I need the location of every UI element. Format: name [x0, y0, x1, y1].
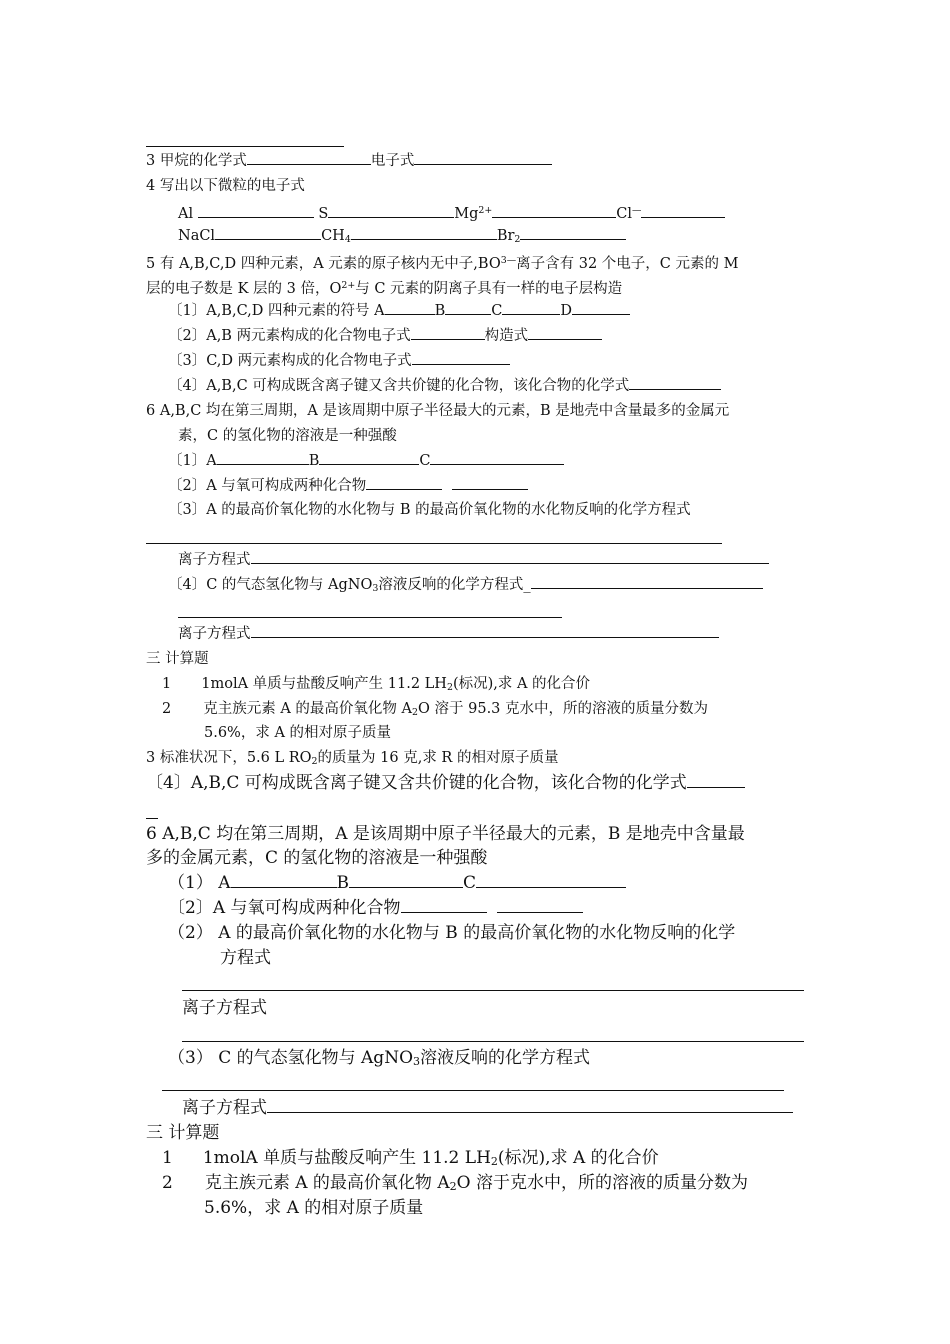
- q5-sub-text: 〔2〕A,B 两元素构成的化合物电子式: [168, 328, 411, 344]
- q5-number: 5: [146, 256, 156, 273]
- answer-blank[interactable]: [215, 238, 321, 240]
- answer-line[interactable]: [146, 543, 722, 544]
- q6-sub2: [168, 476, 528, 496]
- answer-blank[interactable]: [247, 163, 371, 165]
- answer-blank[interactable]: [198, 216, 314, 218]
- big-text: （1） A: [168, 873, 231, 893]
- q6-sub4: [168, 575, 763, 599]
- q5-sub-text: B: [434, 303, 446, 319]
- answer-blank[interactable]: [497, 911, 583, 913]
- answer-blank[interactable]: [328, 216, 454, 218]
- answer-blank[interactable]: [251, 562, 769, 564]
- calc-2b: [204, 723, 391, 743]
- q3-number: 3: [146, 153, 156, 169]
- calc-number: 1: [162, 676, 172, 692]
- ion-label: 离子方程式: [178, 552, 251, 568]
- q6-sub3: [168, 500, 691, 520]
- particle-label: CH: [321, 228, 345, 244]
- q5-sub1: [168, 301, 630, 321]
- calc-text: 5.6%，求 A 的相对原子质量: [204, 1198, 424, 1218]
- big-text: 〔4〕A,B,C 可构成既含离子键又含共价键的化合物，该化合物的化学式: [146, 773, 687, 793]
- q5-sub2: [168, 326, 602, 346]
- q5-text: 层的电子数是 K 层的 3 倍，O: [146, 281, 342, 298]
- answer-blank[interactable]: [385, 313, 435, 315]
- answer-line[interactable]: [162, 1090, 784, 1091]
- answer-blank[interactable]: [430, 463, 564, 465]
- q5-sub-text: C: [491, 303, 503, 319]
- calc-text: 3 标准状况下，5.6 L RO: [146, 750, 312, 766]
- big-sub3: [168, 921, 735, 945]
- big-calc-2b: [204, 1196, 423, 1220]
- big-text: B: [336, 873, 349, 893]
- answer-blank[interactable]: [452, 488, 528, 490]
- q5-text: 离子含有 32 个电子，C 元素的 M: [516, 256, 739, 273]
- q6-ion2: [178, 624, 719, 644]
- q5-sub4: [168, 376, 721, 396]
- q3-label: 电子式: [370, 153, 415, 169]
- big-calc-1: [162, 1146, 659, 1174]
- calc-text: 克主族元素 A 的最高价氧化物 A: [204, 1173, 450, 1193]
- big-q6-line2: [146, 846, 487, 870]
- answer-blank[interactable]: [251, 636, 719, 638]
- q5-sub-text: 构造式: [484, 328, 529, 344]
- charge-sup: —: [632, 205, 642, 216]
- calc-text: O 溶于 95.3 克水中，所的溶液的质量分数为: [418, 701, 709, 717]
- q5-line1: [146, 251, 738, 274]
- calc-text: 克主族元素 A 的最高价氧化物 A: [203, 701, 413, 717]
- answer-blank[interactable]: [366, 488, 442, 490]
- particle-label: Mg: [454, 206, 479, 223]
- answer-line[interactable]: [146, 818, 158, 819]
- calc-3: [146, 748, 558, 772]
- answer-blank[interactable]: [687, 786, 745, 788]
- answer-line[interactable]: [182, 1041, 804, 1042]
- q4-row2: [178, 226, 626, 250]
- big-text: （2） A 的最高价氧化物的水化物与 B 的最高价氧化物的水化物反响的化学: [168, 923, 736, 943]
- answer-blank[interactable]: [267, 1111, 793, 1113]
- sub: 2: [449, 1180, 457, 1194]
- big-sub1: [168, 871, 626, 895]
- big-calc-2: [162, 1171, 748, 1199]
- calc-title-text: 三 计算题: [146, 1123, 220, 1143]
- big-ion2: [182, 1096, 793, 1120]
- answer-blank[interactable]: [231, 886, 337, 888]
- q6-sub-text: 溶液反响的化学方程式_: [378, 577, 531, 593]
- q6-sub-text: 〔4〕C 的气态氢化物与 AgNO: [168, 577, 373, 593]
- ion-label: 离子方程式: [178, 626, 251, 642]
- q4-row1: [178, 201, 725, 224]
- answer-blank[interactable]: [572, 313, 630, 315]
- q6-sub-text: 〔3〕A 的最高价氧化物的水化物与 B 的最高价氧化物的水化物反响的化学方程式: [168, 502, 691, 518]
- big-calc-title: [146, 1121, 219, 1145]
- sub: 2: [412, 706, 419, 718]
- calc-number: 1: [162, 1148, 173, 1168]
- sub: 3: [372, 582, 379, 594]
- answer-blank[interactable]: [502, 313, 560, 315]
- big-text: 6 A,B,C 均在第三周期，A 是该周期中原子半径最大的元素，B 是地壳中含量最: [146, 824, 745, 844]
- calc-number: 2: [162, 701, 172, 717]
- answer-blank[interactable]: [412, 363, 510, 365]
- q6-line1: [146, 401, 729, 421]
- charge-sup: 3—: [500, 255, 517, 266]
- calc-text: 1molA 单质与盐酸反响产生 11.2 LH: [202, 1148, 491, 1168]
- particle-label: Br: [496, 228, 515, 244]
- charge-sup: 2+: [341, 280, 356, 291]
- sub: 4: [344, 233, 351, 245]
- big-sub4b: [168, 1046, 590, 1074]
- q5-sub-text: D: [560, 303, 572, 319]
- q5-sub3: [168, 351, 510, 371]
- big-text: （3） C 的气态氢化物与 AgNO: [168, 1048, 414, 1068]
- q5-text: 有 A,B,C,D 四种元素，A 元素的原子核内无中子,BO: [159, 256, 501, 273]
- answer-blank[interactable]: [528, 338, 602, 340]
- q3-text: 甲烷的化学式: [159, 153, 247, 169]
- q6-sub1: [168, 451, 564, 471]
- particle-label: NaCl: [178, 228, 216, 244]
- sub: 3: [413, 1055, 421, 1069]
- answer-blank[interactable]: [629, 388, 721, 390]
- charge-sup: 2+: [478, 205, 493, 216]
- q6-number: 6: [146, 403, 156, 419]
- answer-blank[interactable]: [641, 216, 725, 218]
- q6-line2: [178, 426, 397, 446]
- answer-blank[interactable]: [476, 886, 626, 888]
- calc-text: (标况),求 A 的化合价: [497, 1148, 659, 1168]
- big-text: 多的金属元素，C 的氢化物的溶液是一种强酸: [146, 848, 488, 868]
- q5-text: 与 C 元素的阴离子具有一样的电子层构造: [355, 281, 623, 298]
- answer-blank[interactable]: [319, 463, 419, 465]
- calc-2: [162, 699, 708, 723]
- big-text: C: [463, 873, 477, 893]
- q6-sub-text: C: [419, 453, 431, 469]
- q5-sub-text: 〔4〕A,B,C 可构成既含离子键又含共价键的化合物，该化合物的化学式: [168, 378, 630, 394]
- q6-ion: [178, 550, 769, 570]
- answer-blank[interactable]: [531, 587, 763, 589]
- big-text: 〔2〕A 与氧可构成两种化合物: [168, 898, 401, 918]
- calc-number: 2: [162, 1173, 173, 1193]
- q4-number: 4: [146, 178, 156, 194]
- q6-sub-text: 〔1〕A: [168, 453, 217, 469]
- answer-line[interactable]: [178, 617, 562, 618]
- q4-text: 写出以下微粒的电子式: [159, 178, 305, 194]
- sub: 2: [490, 1155, 498, 1169]
- q6-text: 素，C 的氢化物的溶液是一种强酸: [178, 428, 397, 444]
- ion-label: 离子方程式: [182, 998, 267, 1018]
- answer-line[interactable]: [182, 990, 804, 991]
- calc-1: [162, 674, 590, 698]
- calc-text: O 溶于克水中，所的溶液的质量分数为: [456, 1173, 748, 1193]
- calc-text: 1molA 单质与盐酸反响产生 11.2 LH: [201, 676, 447, 692]
- answer-blank[interactable]: [520, 238, 626, 240]
- calc-text: (标况),求 A 的化合价: [452, 676, 591, 692]
- calc-title: [146, 649, 209, 669]
- q6-sub-text: B: [308, 453, 320, 469]
- answer-blank[interactable]: [445, 313, 491, 315]
- q5-sub-text: 〔1〕A,B,C,D 四种元素的符号 A: [168, 303, 385, 319]
- big-sub4: [146, 771, 745, 795]
- answer-blank[interactable]: [217, 463, 309, 465]
- calc-text: 5.6%，求 A 的相对原子质量: [204, 725, 392, 741]
- particle-label: Al: [178, 206, 194, 223]
- answer-blank[interactable]: [349, 886, 463, 888]
- answer-blank[interactable]: [401, 911, 487, 913]
- sub: 2: [446, 681, 453, 693]
- answer-line: [146, 146, 344, 147]
- big-q6-line1: [146, 822, 745, 846]
- particle-label: S: [318, 206, 329, 223]
- big-sub2: [168, 896, 583, 920]
- q5-line2: [146, 276, 622, 299]
- answer-blank[interactable]: [351, 238, 497, 240]
- sub: 2: [311, 755, 318, 767]
- calc-title-text: 三 计算题: [146, 651, 209, 667]
- big-text: 溶液反响的化学方程式: [420, 1048, 591, 1068]
- big-ion: [182, 996, 267, 1020]
- q4-title: [146, 176, 305, 196]
- answer-blank[interactable]: [414, 163, 552, 165]
- q5-sub-text: 〔3〕C,D 两元素构成的化合物电子式: [168, 353, 412, 369]
- q3-line: [146, 151, 552, 171]
- ion-label: 离子方程式: [182, 1098, 267, 1118]
- q6-sub-text: 〔2〕A 与氧可构成两种化合物: [168, 478, 367, 494]
- calc-text: 的质量为 16 克,求 R 的相对原子质量: [317, 750, 559, 766]
- sub: 2: [514, 233, 521, 245]
- answer-blank[interactable]: [411, 338, 485, 340]
- particle-label: Cl: [616, 206, 633, 223]
- answer-blank[interactable]: [492, 216, 616, 218]
- big-text: 方程式: [220, 948, 271, 968]
- big-sub3b: [220, 946, 271, 970]
- q6-text: A,B,C 均在第三周期，A 是该周期中原子半径最大的元素，B 是地壳中含量最多的金属元: [159, 403, 730, 419]
